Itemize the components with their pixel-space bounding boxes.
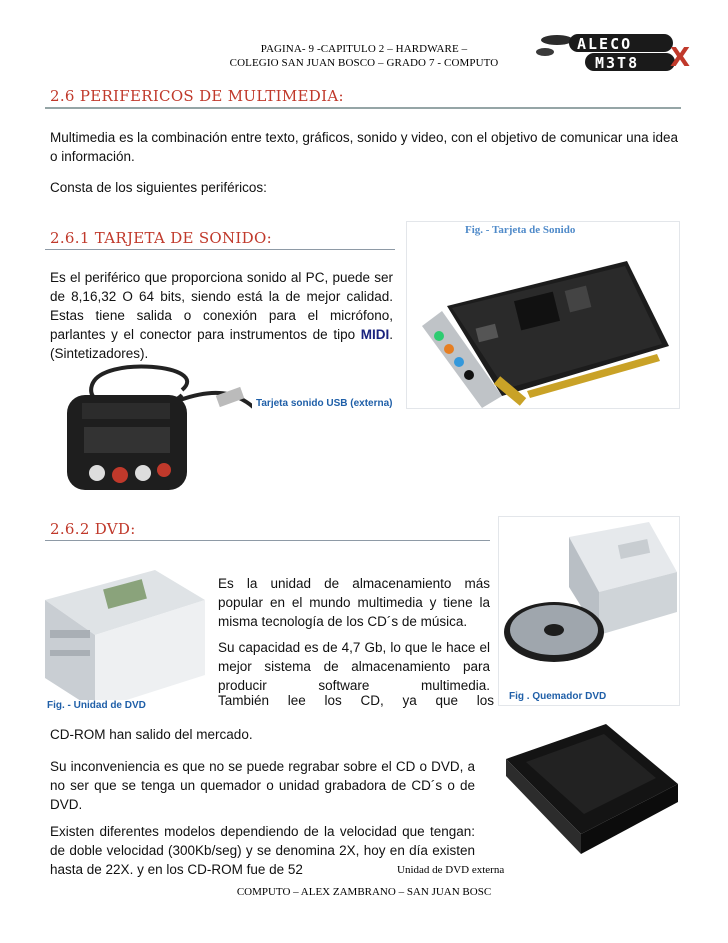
logo-graphic	[535, 30, 690, 74]
usb-sound-card-caption: Tarjeta sonido USB (externa)	[256, 398, 393, 409]
intro-list-lead: Consta de los siguientes periféricos:	[50, 180, 267, 195]
page-footer: COMPUTO – ALEX ZAMBRANO – SAN JUAN BOSC	[236, 886, 492, 898]
external-dvd-figure	[486, 714, 680, 884]
dvd-paragraph-3: Su inconveniencia es que no se puede regrabar sobre el CD o DVD, a no ser que se tenga un quemador o unidad grabadora de CD´s o de DVD.	[50, 759, 475, 812]
dvd-title: 2.6.2 DVD:	[50, 520, 136, 538]
external-dvd-image	[486, 714, 680, 884]
sound-card-text-end: . (Sintetizadores).	[50, 327, 393, 361]
sound-card-image	[407, 236, 680, 409]
sound-card-figure	[406, 221, 680, 409]
dvd-title-rule	[45, 540, 490, 541]
section-title-rule	[45, 107, 681, 109]
header-line-1: PAGINA- 9 -CAPITULO 2 – HARDWARE –	[260, 43, 468, 55]
header-line-2: COLEGIO SAN JUAN BOSCO – GRADO 7 - COMPUTO	[229, 57, 499, 69]
usb-sound-card-image	[62, 355, 252, 500]
dvd-burner-figure	[498, 516, 680, 706]
dvd-paragraph-2-line: También lee los CD, ya que los	[218, 693, 494, 708]
logo-top-text: ALECO	[577, 35, 633, 53]
external-dvd-caption: Unidad de DVD externa	[397, 864, 505, 876]
dvd-unit-image	[35, 560, 210, 715]
dvd-paragraph-2-end: CD-ROM han salido del mercado.	[50, 727, 253, 742]
sound-card-text: Es el periférico que proporciona sonido al PC, puede ser de 8,16,32 O 64 bits, siendo está la de mejor calidad. Estas tiene salida o conexión para el micrófono, parlantes y el conector para instrumentos de tipo	[50, 270, 393, 342]
intro-paragraph: Multimedia es la combinación entre texto, gráficos, sonido y video, con el objetivo de comunicar una idea o información.	[50, 130, 678, 164]
usb-sound-card-figure	[62, 355, 252, 500]
logo-bottom-text: M3T8	[595, 54, 640, 72]
brand-logo	[535, 30, 690, 74]
dvd-paragraph-1: Es la unidad de almacenamiento más popular en el mundo multimedia y tiene la misma tecnología de los CD´s de música.	[218, 576, 490, 629]
sound-card-title-rule	[45, 249, 395, 250]
sound-card-caption: Fig. - Tarjeta de Sonido	[465, 224, 576, 236]
dvd-burner-image	[499, 517, 680, 692]
midi-term: MIDI	[360, 327, 390, 342]
dvd-burner-caption: Fig . Quemador DVD	[509, 691, 607, 702]
dvd-paragraph-2: Su capacidad es de 4,7 Gb, lo que le hace el mejor sistema de almacenamiento para producir software multimedia.	[218, 640, 490, 693]
logo-x-text: X	[670, 43, 690, 73]
sound-card-title: 2.6.1 TARJETA DE SONIDO:	[50, 229, 272, 247]
dvd-unit-caption: Fig. - Unidad de DVD	[47, 700, 146, 711]
dvd-unit-figure	[35, 560, 210, 715]
dvd-paragraph-4: Existen diferentes modelos dependiendo de la velocidad que tengan: de doble velocidad (300Kb/seg) y se denomina 2X, hoy en día existen hasta de 22X. y en los CD-ROM fue de 52	[50, 824, 475, 877]
section-title: 2.6 PERIFERICOS DE MULTIMEDIA:	[50, 87, 344, 105]
sound-card-description	[50, 268, 393, 363]
